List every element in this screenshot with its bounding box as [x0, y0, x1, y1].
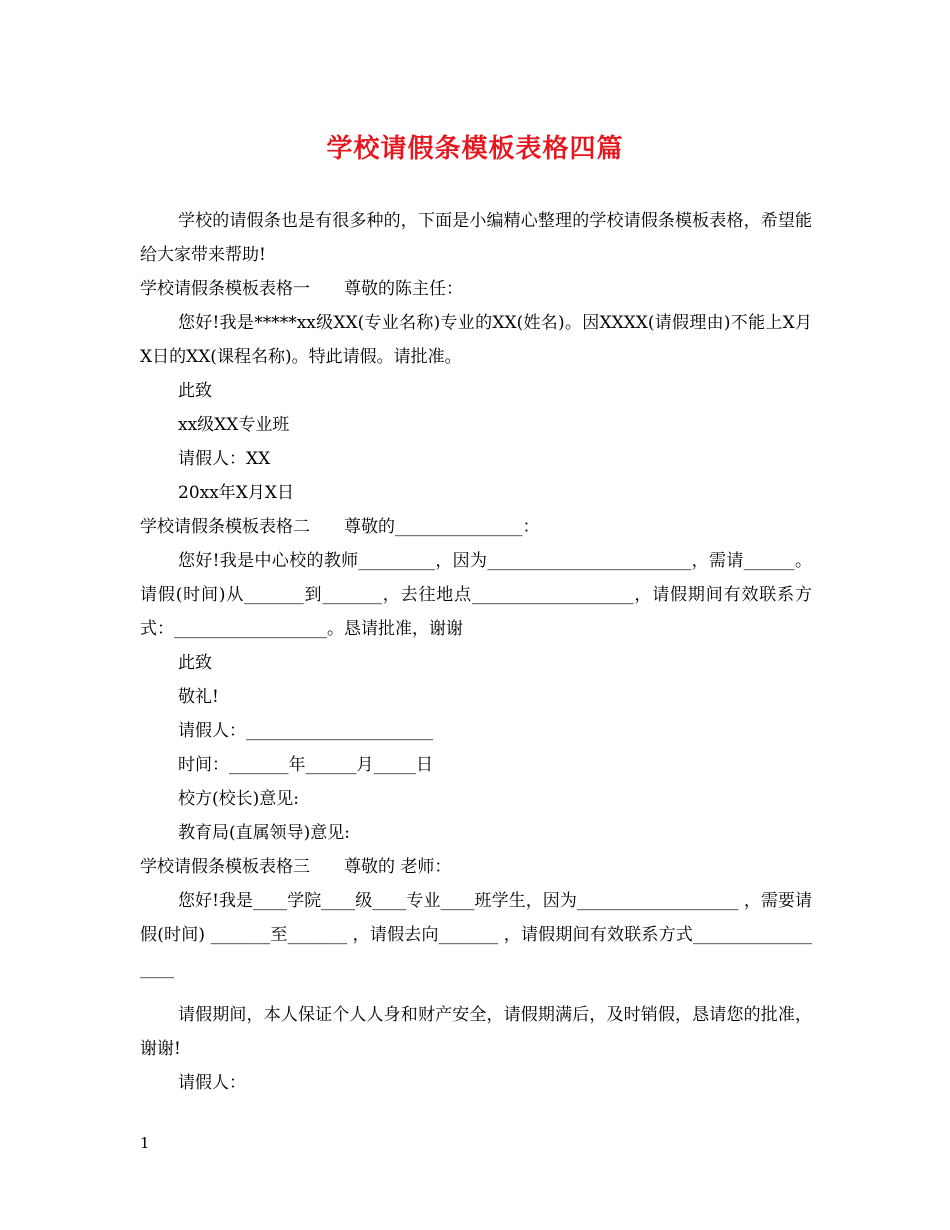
template-two-heading: 学校请假条模板表格二 尊敬的_______________：	[140, 517, 540, 537]
template-two-closing: 此致	[178, 653, 212, 673]
template-three-heading: 学校请假条模板表格三 尊敬的 老师：	[140, 857, 452, 877]
template-two-time: 时间：_______年______月_____日	[178, 755, 433, 775]
template-two-bureau-opinion: 教育局(直属领导)意见:	[178, 823, 350, 843]
template-three-body: 您好!我是____学院____级____专业____班学生，因为___________________ ，需要请假(时间) _______至_______ ，请假去向_______ ，请假期间有效联系方式__________________	[140, 891, 812, 979]
template-one-class: xx级XX专业班	[178, 415, 290, 435]
template-two-applicant: 请假人：______________________	[178, 721, 433, 741]
template-two-principal-opinion: 校方(校长)意见:	[178, 789, 299, 809]
template-one-applicant: 请假人：XX	[178, 449, 271, 469]
template-one-closing: 此致	[178, 381, 212, 401]
page-number: 1	[140, 1134, 150, 1152]
template-one-body: 您好!我是*****xx级XX(专业名称)专业的XX(姓名)。因XXXX(请假理由)不能上X月X日的XX(课程名称)。特此请假。请批准。	[140, 313, 812, 367]
template-three-applicant: 请假人：	[178, 1073, 246, 1093]
template-two-salute: 敬礼!	[178, 687, 219, 707]
template-one-date: 20xx年X月X日	[178, 483, 295, 503]
template-two-body: 您好!我是中心校的教师_________，因为________________________，需请______。请假(时间)从_______到_______，去往地点___________________，请假期间有效联系方式：__________________。恳请批准，谢谢	[140, 551, 812, 639]
template-one-heading: 学校请假条模板表格一 尊敬的陈主任：	[140, 279, 463, 299]
template-three-commitment: 请假期间，本人保证个人人身和财产安全，请假期满后，及时销假，恳请您的批准，谢谢!	[140, 1005, 812, 1059]
document-title: 学校请假条模板表格四篇	[326, 134, 624, 164]
document-body	[140, 204, 812, 1100]
intro-paragraph: 学校的请假条也是有很多种的，下面是小编精心整理的学校请假条模板表格，希望能给大家带来帮助!	[140, 211, 812, 265]
